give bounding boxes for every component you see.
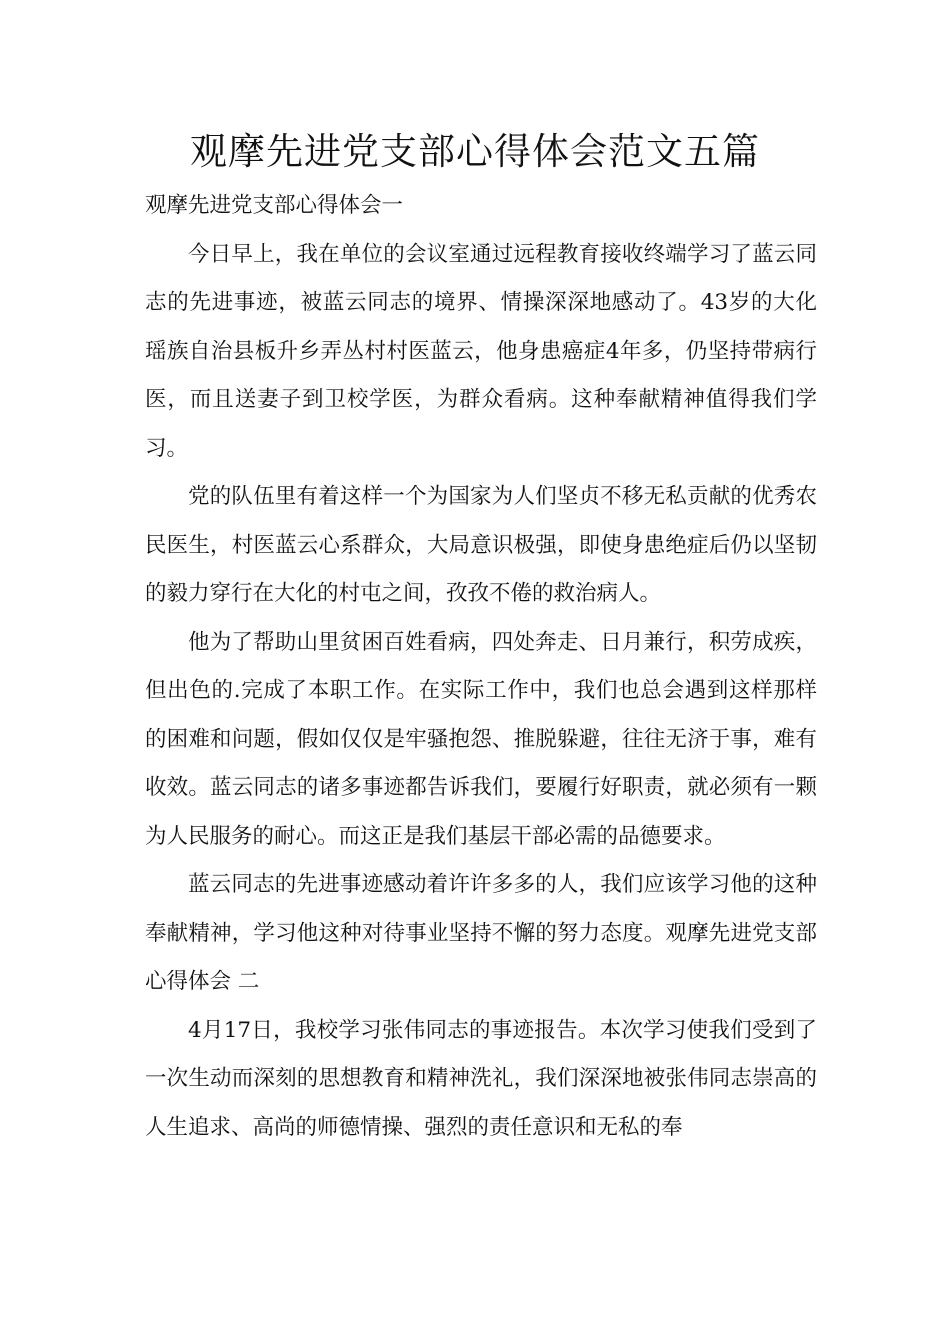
- paragraph: 今日早上，我在单位的会议室通过远程教育接收终端学习了蓝云同志的先进事迹，被蓝云同志的境界、情操深深地感动了。43岁的大化瑶族自治县板升乡弄丛村村医蓝云，他身患癌症4年多，仍坚持带病行医，而且送妻子到卫校学医，为群众看病。这种奉献精神值得我们学习。: [145, 241, 817, 461]
- paragraph: 蓝云同志的先进事迹感动着许许多多的人，我们应该学习他的这种奉献精神，学习他这种对待事业坚持不懈的努力态度。观摩先进党支部心得体会 二: [145, 872, 817, 994]
- paragraph: 他为了帮助山里贫困百姓看病，四处奔走、日月兼行，积劳成疾，但出色的.完成了本职工作。在实际工作中，我们也总会遇到这样那样的困难和问题，假如仅仅是牢骚抱怨、推脱躲避，往往无济于事，难有收效。蓝云同志的诸多事迹都告诉我们，要履行好职责，就必须有一颗为人民服务的耐心。而这正是我们基层干部必需的品德要求。: [145, 629, 817, 849]
- section-heading-1: 观摩先进党支部心得体会一: [145, 193, 404, 218]
- paragraph: 党的队伍里有着这样一个为国家为人们坚贞不移无私贡献的优秀农民医生，村医蓝云心系群众，大局意识极强，即使身患绝症后仍以坚韧的毅力穿行在大化的村屯之间，孜孜不倦的救治病人。: [145, 484, 817, 606]
- paragraph: 4月17日，我校学习张伟同志的事迹报告。本次学习使我们受到了一次生动而深刻的思想教育和精神洗礼，我们深深地被张伟同志崇高的人生追求、高尚的师德情操、强烈的责任意识和无私的奉: [145, 1017, 817, 1140]
- document-body: [145, 182, 817, 1152]
- document-title: 观摩先进党支部心得体会范文五篇: [190, 130, 760, 173]
